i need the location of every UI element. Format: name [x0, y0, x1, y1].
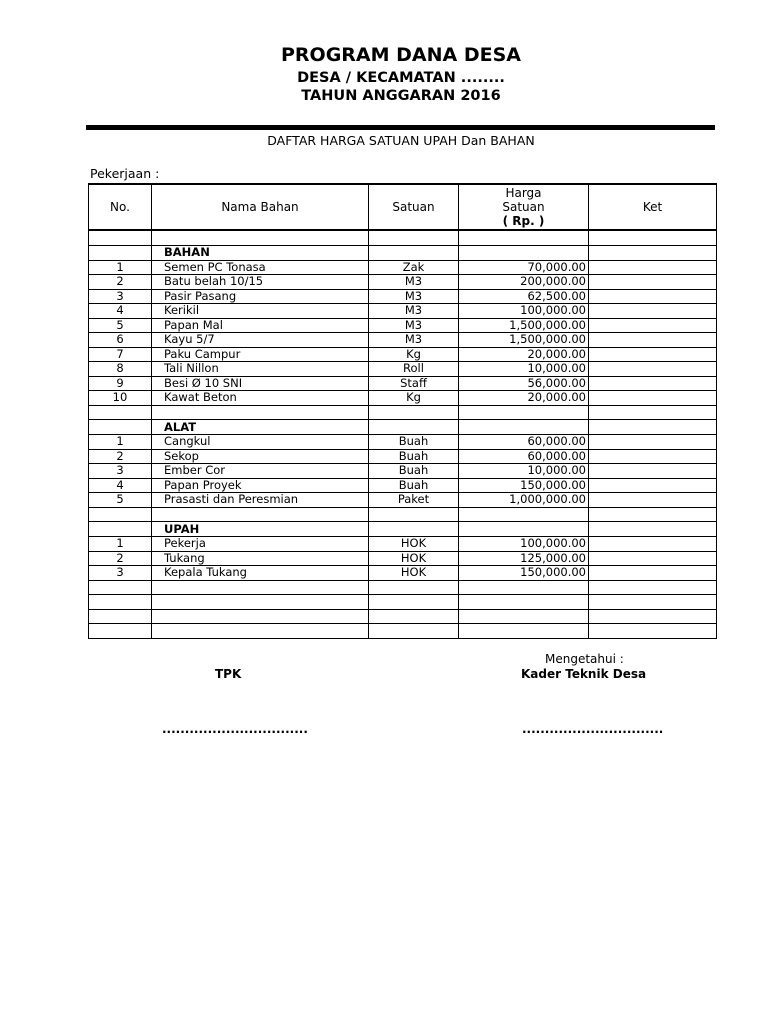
row-satuan: Buah [369, 478, 459, 493]
row-nama-bahan: Semen PC Tonasa [152, 260, 369, 275]
empty-cell [152, 230, 369, 245]
row-harga: 60,000.00 [459, 435, 589, 450]
table-row [89, 435, 717, 450]
row-satuan: M3 [369, 289, 459, 304]
price-table [88, 183, 717, 639]
table-row [89, 275, 717, 290]
row-nama-bahan: Kepala Tukang [152, 566, 369, 581]
empty-cell [89, 405, 152, 420]
table-row [89, 347, 717, 362]
row-nama-bahan: Pasir Pasang [152, 289, 369, 304]
table-body [89, 230, 717, 638]
row-ket [589, 289, 717, 304]
row-satuan: Buah [369, 435, 459, 450]
table-row [89, 464, 717, 479]
tpk-signature-line: ................................ [162, 722, 308, 736]
row-no: 1 [89, 260, 152, 275]
table-row [89, 493, 717, 508]
row-satuan: M3 [369, 333, 459, 348]
empty-cell [459, 230, 589, 245]
empty-cell [152, 624, 369, 639]
row-ket [589, 376, 717, 391]
row-no: 3 [89, 289, 152, 304]
row-harga: 200,000.00 [459, 275, 589, 290]
row-harga: 20,000.00 [459, 347, 589, 362]
row-harga: 10,000.00 [459, 464, 589, 479]
row-ket [589, 318, 717, 333]
row-satuan: Kg [369, 391, 459, 406]
empty-cell [89, 580, 152, 595]
row-nama-bahan: Kerikil [152, 304, 369, 319]
empty-cell [89, 507, 152, 522]
row-no: 3 [89, 464, 152, 479]
row-satuan: Zak [369, 260, 459, 275]
row-satuan: M3 [369, 275, 459, 290]
empty-cell [459, 624, 589, 639]
empty-cell [589, 624, 717, 639]
row-no: 5 [89, 318, 152, 333]
row-satuan: HOK [369, 537, 459, 552]
row-nama-bahan: Cangkul [152, 435, 369, 450]
header-rule [86, 125, 715, 130]
document-location: DESA / KECAMATAN ........ [297, 70, 505, 86]
table-row [89, 318, 717, 333]
row-ket [589, 449, 717, 464]
row-ket [589, 537, 717, 552]
section-satuan [369, 522, 459, 537]
row-nama-bahan: Papan Mal [152, 318, 369, 333]
section-ket [589, 522, 717, 537]
row-no: 2 [89, 275, 152, 290]
empty-cell [589, 595, 717, 610]
empty-cell [152, 580, 369, 595]
row-harga: 100,000.00 [459, 537, 589, 552]
row-nama-bahan: Paku Campur [152, 347, 369, 362]
empty-cell [152, 405, 369, 420]
row-harga: 150,000.00 [459, 566, 589, 581]
row-satuan: Paket [369, 493, 459, 508]
row-satuan: Staff [369, 376, 459, 391]
empty-row [89, 595, 717, 610]
row-nama-bahan: Besi Ø 10 SNI [152, 376, 369, 391]
document-subtitle: DAFTAR HARGA SATUAN UPAH Dan BAHAN [267, 133, 535, 148]
row-ket [589, 478, 717, 493]
row-ket [589, 551, 717, 566]
empty-cell [369, 595, 459, 610]
row-harga: 20,000.00 [459, 391, 589, 406]
table-row [89, 333, 717, 348]
row-no: 1 [89, 537, 152, 552]
empty-cell [89, 595, 152, 610]
row-harga: 60,000.00 [459, 449, 589, 464]
row-harga: 1,500,000.00 [459, 318, 589, 333]
row-ket [589, 493, 717, 508]
table-row [89, 478, 717, 493]
empty-cell [369, 230, 459, 245]
empty-row [89, 624, 717, 639]
document-title: PROGRAM DANA DESA [281, 44, 521, 66]
document-year: TAHUN ANGGARAN 2016 [301, 88, 501, 104]
row-harga: 70,000.00 [459, 260, 589, 275]
row-harga: 1,500,000.00 [459, 333, 589, 348]
row-no: 4 [89, 304, 152, 319]
row-no: 2 [89, 551, 152, 566]
row-ket [589, 362, 717, 377]
empty-cell [369, 624, 459, 639]
row-nama-bahan: Kawat Beton [152, 391, 369, 406]
empty-cell [589, 405, 717, 420]
row-satuan: Kg [369, 347, 459, 362]
empty-row [89, 507, 717, 522]
row-harga: 150,000.00 [459, 478, 589, 493]
empty-cell [152, 595, 369, 610]
table-header-row [89, 184, 717, 230]
row-satuan: HOK [369, 566, 459, 581]
header-ket: Ket [589, 184, 717, 230]
table-row [89, 304, 717, 319]
empty-cell [459, 507, 589, 522]
empty-row [89, 580, 717, 595]
empty-cell [89, 624, 152, 639]
empty-cell [589, 580, 717, 595]
empty-cell [589, 609, 717, 624]
row-nama-bahan: Ember Cor [152, 464, 369, 479]
row-ket [589, 275, 717, 290]
row-harga: 125,000.00 [459, 551, 589, 566]
section-ket [589, 420, 717, 435]
empty-cell [369, 580, 459, 595]
empty-cell [589, 507, 717, 522]
kader-teknik-title: Kader Teknik Desa [521, 667, 647, 681]
table-row [89, 260, 717, 275]
section-title: UPAH [152, 522, 369, 537]
header-nama-bahan: Nama Bahan [152, 184, 369, 230]
row-no: 10 [89, 391, 152, 406]
section-harga [459, 420, 589, 435]
tpk-title: TPK [215, 667, 242, 681]
row-no: 8 [89, 362, 152, 377]
table-row [89, 537, 717, 552]
row-ket [589, 391, 717, 406]
row-harga: 62,500.00 [459, 289, 589, 304]
row-no: 1 [89, 435, 152, 450]
section-title: ALAT [152, 420, 369, 435]
row-ket [589, 566, 717, 581]
row-ket [589, 333, 717, 348]
row-ket [589, 260, 717, 275]
empty-cell [459, 609, 589, 624]
header-satuan: Satuan [369, 184, 459, 230]
row-no: 2 [89, 449, 152, 464]
section-row [89, 245, 717, 260]
row-no: 9 [89, 376, 152, 391]
empty-cell [89, 609, 152, 624]
row-satuan: Roll [369, 362, 459, 377]
row-nama-bahan: Tukang [152, 551, 369, 566]
row-no: 3 [89, 566, 152, 581]
section-no [89, 245, 152, 260]
section-satuan [369, 420, 459, 435]
table-row [89, 362, 717, 377]
empty-cell [369, 609, 459, 624]
header-no: No. [89, 184, 152, 230]
row-satuan: M3 [369, 304, 459, 319]
section-title: BAHAN [152, 245, 369, 260]
row-harga: 10,000.00 [459, 362, 589, 377]
empty-cell [459, 595, 589, 610]
table-row [89, 449, 717, 464]
row-nama-bahan: Sekop [152, 449, 369, 464]
row-satuan: HOK [369, 551, 459, 566]
empty-row [89, 609, 717, 624]
section-row [89, 420, 717, 435]
section-harga [459, 245, 589, 260]
empty-cell [152, 609, 369, 624]
row-nama-bahan: Papan Proyek [152, 478, 369, 493]
section-no [89, 420, 152, 435]
row-harga: 100,000.00 [459, 304, 589, 319]
table-row [89, 391, 717, 406]
section-satuan [369, 245, 459, 260]
row-harga: 1,000,000.00 [459, 493, 589, 508]
row-satuan: Buah [369, 449, 459, 464]
header-harga-line2: Satuan [502, 200, 545, 214]
row-harga: 56,000.00 [459, 376, 589, 391]
empty-cell [459, 405, 589, 420]
row-ket [589, 304, 717, 319]
row-ket [589, 464, 717, 479]
empty-row [89, 230, 717, 245]
row-no: 7 [89, 347, 152, 362]
row-satuan: Buah [369, 464, 459, 479]
row-no: 6 [89, 333, 152, 348]
header-harga-line3: ( Rp. ) [502, 214, 545, 228]
table-row [89, 551, 717, 566]
empty-cell [152, 507, 369, 522]
empty-row [89, 405, 717, 420]
header-harga-satuan [459, 184, 589, 230]
row-nama-bahan: Pekerja [152, 537, 369, 552]
empty-cell [459, 580, 589, 595]
row-nama-bahan: Prasasti dan Peresmian [152, 493, 369, 508]
section-row [89, 522, 717, 537]
section-harga [459, 522, 589, 537]
row-ket [589, 347, 717, 362]
section-no [89, 522, 152, 537]
table-row [89, 376, 717, 391]
header-harga-line1: Harga [505, 186, 542, 200]
table-row [89, 566, 717, 581]
pekerjaan-label: Pekerjaan : [90, 166, 160, 181]
row-nama-bahan: Tali Nillon [152, 362, 369, 377]
empty-cell [369, 507, 459, 522]
section-ket [589, 245, 717, 260]
row-ket [589, 435, 717, 450]
kader-signature-line: ............................... [522, 722, 664, 736]
empty-cell [589, 230, 717, 245]
mengetahui-label: Mengetahui : [545, 652, 624, 666]
row-nama-bahan: Batu belah 10/15 [152, 275, 369, 290]
table-row [89, 289, 717, 304]
empty-cell [369, 405, 459, 420]
row-nama-bahan: Kayu 5/7 [152, 333, 369, 348]
row-no: 5 [89, 493, 152, 508]
empty-cell [89, 230, 152, 245]
row-satuan: M3 [369, 318, 459, 333]
row-no: 4 [89, 478, 152, 493]
